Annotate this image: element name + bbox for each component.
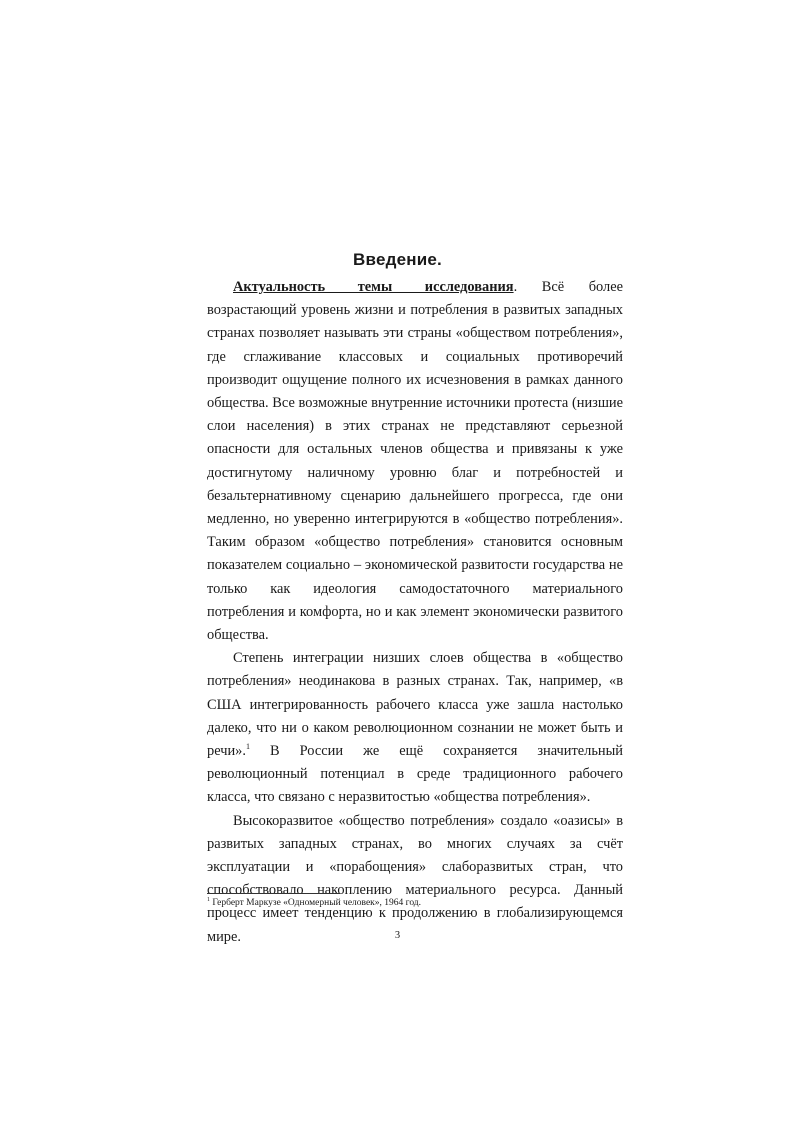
footnote-text: Герберт Маркузе «Одномерный человек», 1964 год. bbox=[210, 898, 422, 908]
paragraph-text: Высокоразвитое «общество потребления» создало «оазисы» в развитых западных странах, во многих случаях за счёт эксплуатации и «порабощения» слаборазвитых стран, что способствовало накоплению материального ресурса. Данный процесс имеет тенденцию к продолжению в глобализирующемся мире. bbox=[207, 812, 623, 945]
paragraph-text: В России же ещё сохраняется значительный революционный потенциал в среде традиционного рабочего класса, что связано с неразвитостью «общества потребления». bbox=[207, 743, 623, 806]
page-number: 3 bbox=[394, 930, 401, 941]
footnote-divider bbox=[207, 893, 340, 894]
footnote-mark: 1 bbox=[207, 896, 210, 903]
paragraph-relevance bbox=[207, 276, 623, 647]
paragraph-text: Степень интеграции низших слоев общества в «общество потребления» неодинакова в разных странах. Так, например, «в США интегрированность рабочего класса уже зашла настолько далеко, что ни о каком революционном сознании не может быть и речи». bbox=[207, 650, 623, 760]
paragraph-text: . Всё более возрастающий уровень жизни и потребления в развитых западных странах позволяет называть эти страны «обществом потребления», где сглаживание классовых и социальных противоречий производит ощущение полного их исчезновения в рамках данного общества. Все возможные внутренние источники протеста (низшие слои населения) в этих странах не представляют серьезной опасности для остальных членов общества и привязаны к уже достигнутому наличному уровню благ и потребностей и безальтернативному сценарию дальнейшего прогресса, где они медленно, но уверенно интегрируются в «общество потребления». Таким образом «общество потребления» становится основным показателем социально – экономической развитости государства не только как идеология самодостаточного материального потребления и комфорта, но и как элемент экономически развитого общества. bbox=[207, 279, 623, 644]
page-title: Введение. bbox=[353, 250, 442, 269]
body-text bbox=[207, 276, 623, 949]
section-lead-title: Актуальность темы исследования bbox=[233, 279, 514, 295]
footnote-reference: 1 bbox=[245, 742, 250, 752]
paragraph-integration bbox=[207, 647, 623, 809]
paragraph-oases bbox=[207, 810, 623, 949]
footnote bbox=[207, 897, 623, 910]
